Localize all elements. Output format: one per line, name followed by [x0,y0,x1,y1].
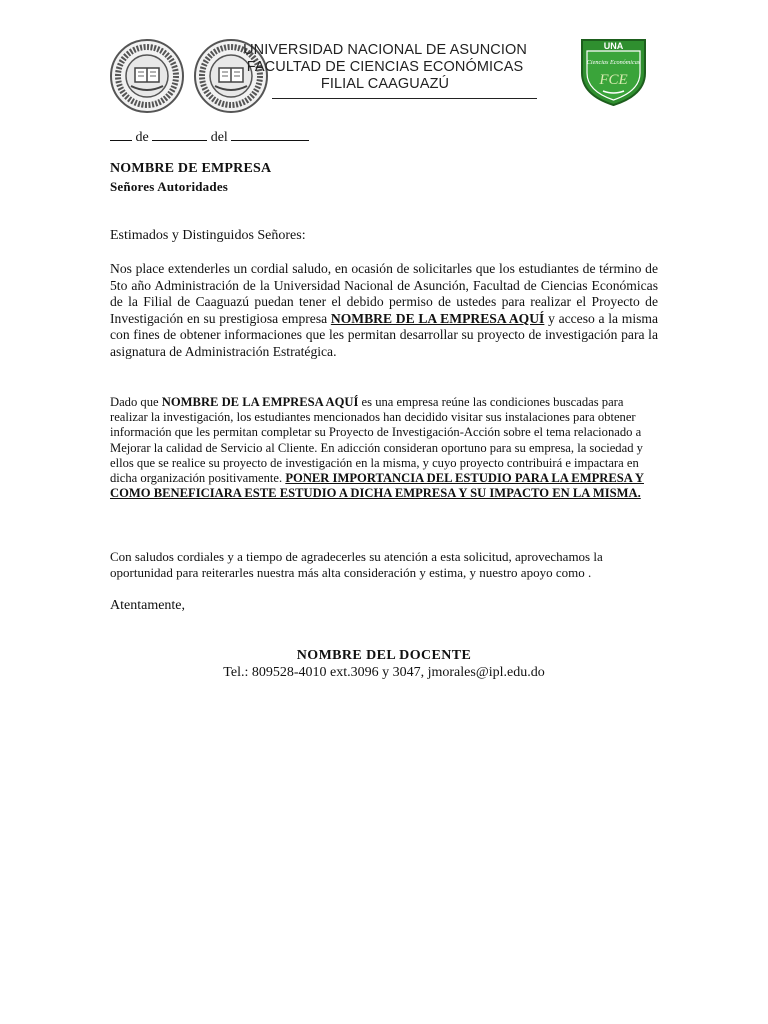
paragraph-closing: Con saludos cordiales y a tiempo de agradecerles su atención a esta solicitud, aprovechamos la oportunidad para reiterarles nuestra más alta consideración y estima, y nuestro apoyo como . [110,549,603,581]
logo-bottom-text: FCE [599,72,628,88]
logo-top-text: UNA [603,41,624,51]
letterhead [200,42,570,93]
teacher-name: NOMBRE DEL DOCENTE [296,648,472,663]
paragraph-request [110,261,658,361]
company-placeholder: NOMBRE DE LA EMPRESA AQUÍ [161,395,359,409]
logo-mid-text: Ciencias Económicas [586,59,641,66]
header-branch: FILIAL CAAGUAZÚ [320,76,450,92]
recipient-block [110,160,271,196]
paragraph-justification-text-b: es una empresa reúne las condiciones buscadas para realizar la investigación, los estudiantes mencionados han decidido visitar sus instalaciones para obtener información que les permitan completar su Proyecto de Investigación-Acción sobre el tema relacionado a Mejorar la calidad de Servicio al Cliente. En adicción consideran oportuno para su empresa, la sociedad y ellos que se realice su proyecto de investigación en la misma, y cuyo proyecto contribuirá e impactara en dicha organización positivamente. [110,395,643,486]
valediction: Atentamente, [110,598,186,613]
teacher-contact: Tel.: 809528-4010 ext.3096 y 3047, jmorales@ipl.edu.do [223,665,545,680]
una-fce-logo [579,37,648,107]
header-faculty: FACULTAD DE CIENCIAS ECONÓMICAS [246,59,524,75]
date-de: de [135,130,149,145]
seal-emblem-icon [109,38,185,114]
paragraph-justification-text-a: Dado que [110,395,162,409]
importance-placeholder: PONER IMPORTANCIA DEL ESTUDIO PARA LA EMPRESA Y COMO BENEFICIARA ESTE ESTUDIO A DICHA EMPRESA Y SU IMPACTO EN LA MISMA. [110,471,644,501]
signature-block [110,647,658,681]
company-placeholder: NOMBRE DE LA EMPRESA AQUÍ [330,310,545,326]
salutation: Estimados y Distinguidos Señores: [110,228,306,243]
paragraph-justification [110,395,658,501]
header-divider [272,98,537,99]
date-del: del [210,130,228,145]
recipient-authorities: Señores Autoridades [110,179,229,194]
shield-logo-icon [579,37,648,107]
university-seal-left [109,38,185,114]
paragraph-request-text-a: Nos place extenderles un cordial saludo, en ocasión de solicitarles que los estudiantes de término de 5to año Administración de la Universidad Nacional de Asunción, Facultad de Ciencias Económicas de la Filial de Caaguazú puedan tener el debido permiso de ustedes para realizar el Proyecto de Investigación en su prestigiosa empresa [110,261,658,326]
month-blank [152,128,207,141]
recipient-company: NOMBRE DE EMPRESA [110,161,272,176]
date-line [110,128,309,146]
day-blank [110,128,132,141]
year-blank [231,128,309,141]
header-university: UNIVERSIDAD NACIONAL DE ASUNCION [243,42,527,58]
paragraph-request-text-b: y acceso a la misma con fines de obtener informaciones que les permitan desarrollar su proyecto de investigación para la asignatura de Administración Estratégica. [110,310,659,359]
